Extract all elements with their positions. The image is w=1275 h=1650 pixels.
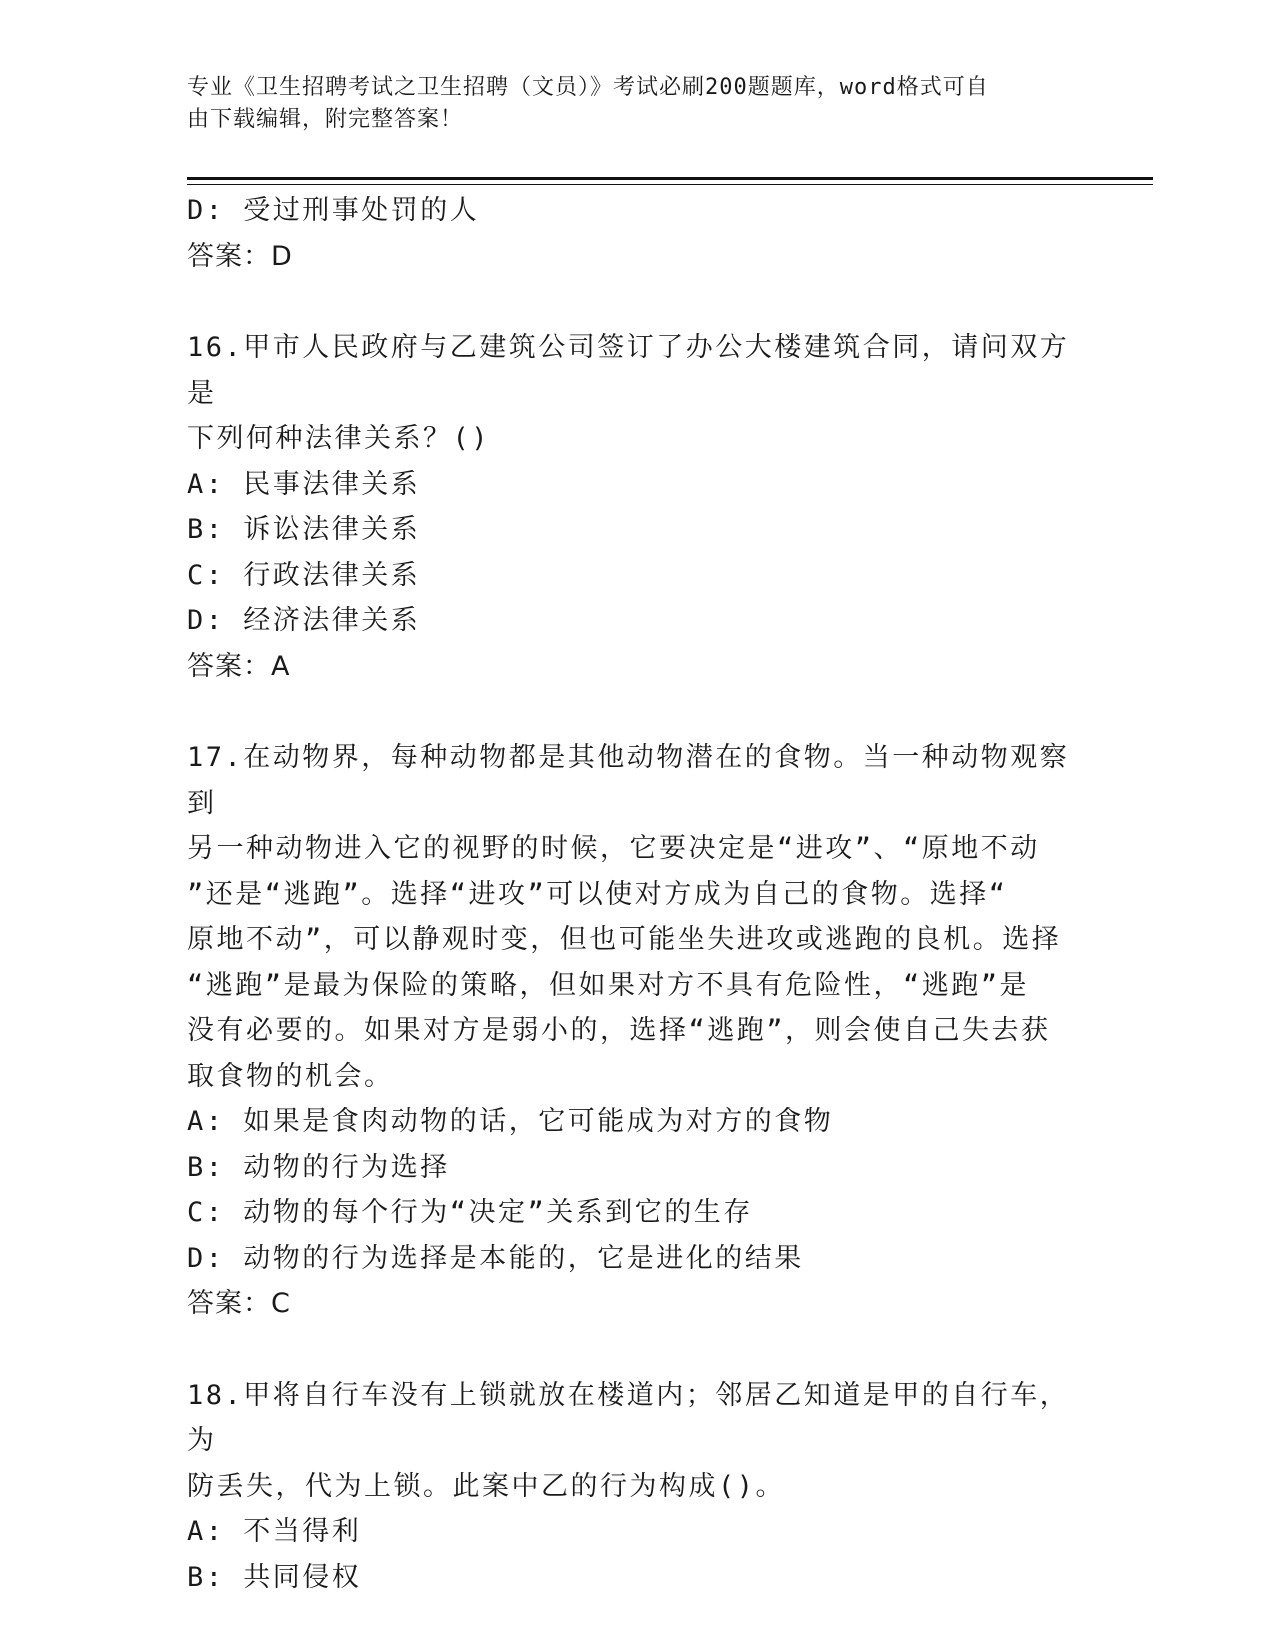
question-stem-line: ”还是“逃跑”。选择“进攻”可以使对方成为自己的食物。选择“ — [187, 878, 1008, 910]
answer: 答案：C — [187, 1288, 291, 1319]
option-b: B: 动物的行为选择 — [187, 1151, 450, 1183]
document-body — [187, 188, 1087, 1600]
question-18 — [187, 1373, 1087, 1601]
question-gap — [187, 279, 1087, 325]
option-a: A: 不当得利 — [187, 1516, 362, 1547]
header-rule-thick — [187, 177, 1153, 180]
question-stem-line: 16.甲市人民政府与乙建筑公司签订了办公大楼建筑合同，请问双方是 — [187, 332, 1070, 409]
question-stem-line: 下列何种法律关系？() — [187, 423, 491, 454]
header-line-1: 专业《卫生招聘考试之卫生招聘（文员）》考试必刷200题题库，word格式可自 — [187, 75, 989, 100]
option-d: D: 动物的行为选择是本能的，它是进化的结果 — [187, 1242, 804, 1274]
option-b: B: 诉讼法律关系 — [187, 514, 421, 545]
option-b: B: 共同侵权 — [187, 1561, 362, 1593]
question-stem-line: 没有必要的。如果对方是弱小的，选择“逃跑”，则会使自己失去获 — [187, 1015, 1051, 1046]
question-16 — [187, 325, 1087, 689]
question-stem-line: 17.在动物界，每种动物都是其他动物潜在的食物。当一种动物观察到 — [187, 742, 1070, 819]
answer: 答案：A — [187, 650, 291, 682]
header-line-2: 由下载编辑，附完整答案！ — [187, 107, 464, 132]
question-stem-line: 取食物的机会。 — [187, 1060, 394, 1092]
question-17 — [187, 735, 1087, 1327]
question-stem-line: 18.甲将自行车没有上锁就放在楼道内；邻居乙知道是甲的自行车，为 — [187, 1379, 1070, 1456]
header-rule-thin — [187, 184, 1153, 185]
option-a: A: 民事法律关系 — [187, 468, 421, 500]
option-c: C: 行政法律关系 — [187, 559, 421, 591]
carryover-answer: 答案：D — [187, 240, 293, 272]
question-stem-line: 原地不动”，可以静观时变，但也可能坐失进攻或逃跑的良机。选择 — [187, 924, 1062, 955]
option-c: C: 动物的每个行为“决定”关系到它的生存 — [187, 1197, 753, 1228]
question-stem-line: “逃跑”是最为保险的策略，但如果对方不具有危险性，“逃跑”是 — [187, 969, 1030, 1001]
question-stem-line: 防丢失，代为上锁。此案中乙的行为构成()。 — [187, 1470, 786, 1502]
option-d: D: 经济法律关系 — [187, 605, 421, 636]
question-gap — [187, 1327, 1087, 1373]
question-gap — [187, 689, 1087, 735]
carryover-option-d: D: 受过刑事处罚的人 — [187, 195, 480, 226]
question-stem-line: 另一种动物进入它的视野的时候，它要决定是“进攻”、“原地不动 — [187, 833, 1040, 864]
option-a: A: 如果是食肉动物的话，它可能成为对方的食物 — [187, 1106, 834, 1137]
document-header — [187, 72, 1087, 136]
